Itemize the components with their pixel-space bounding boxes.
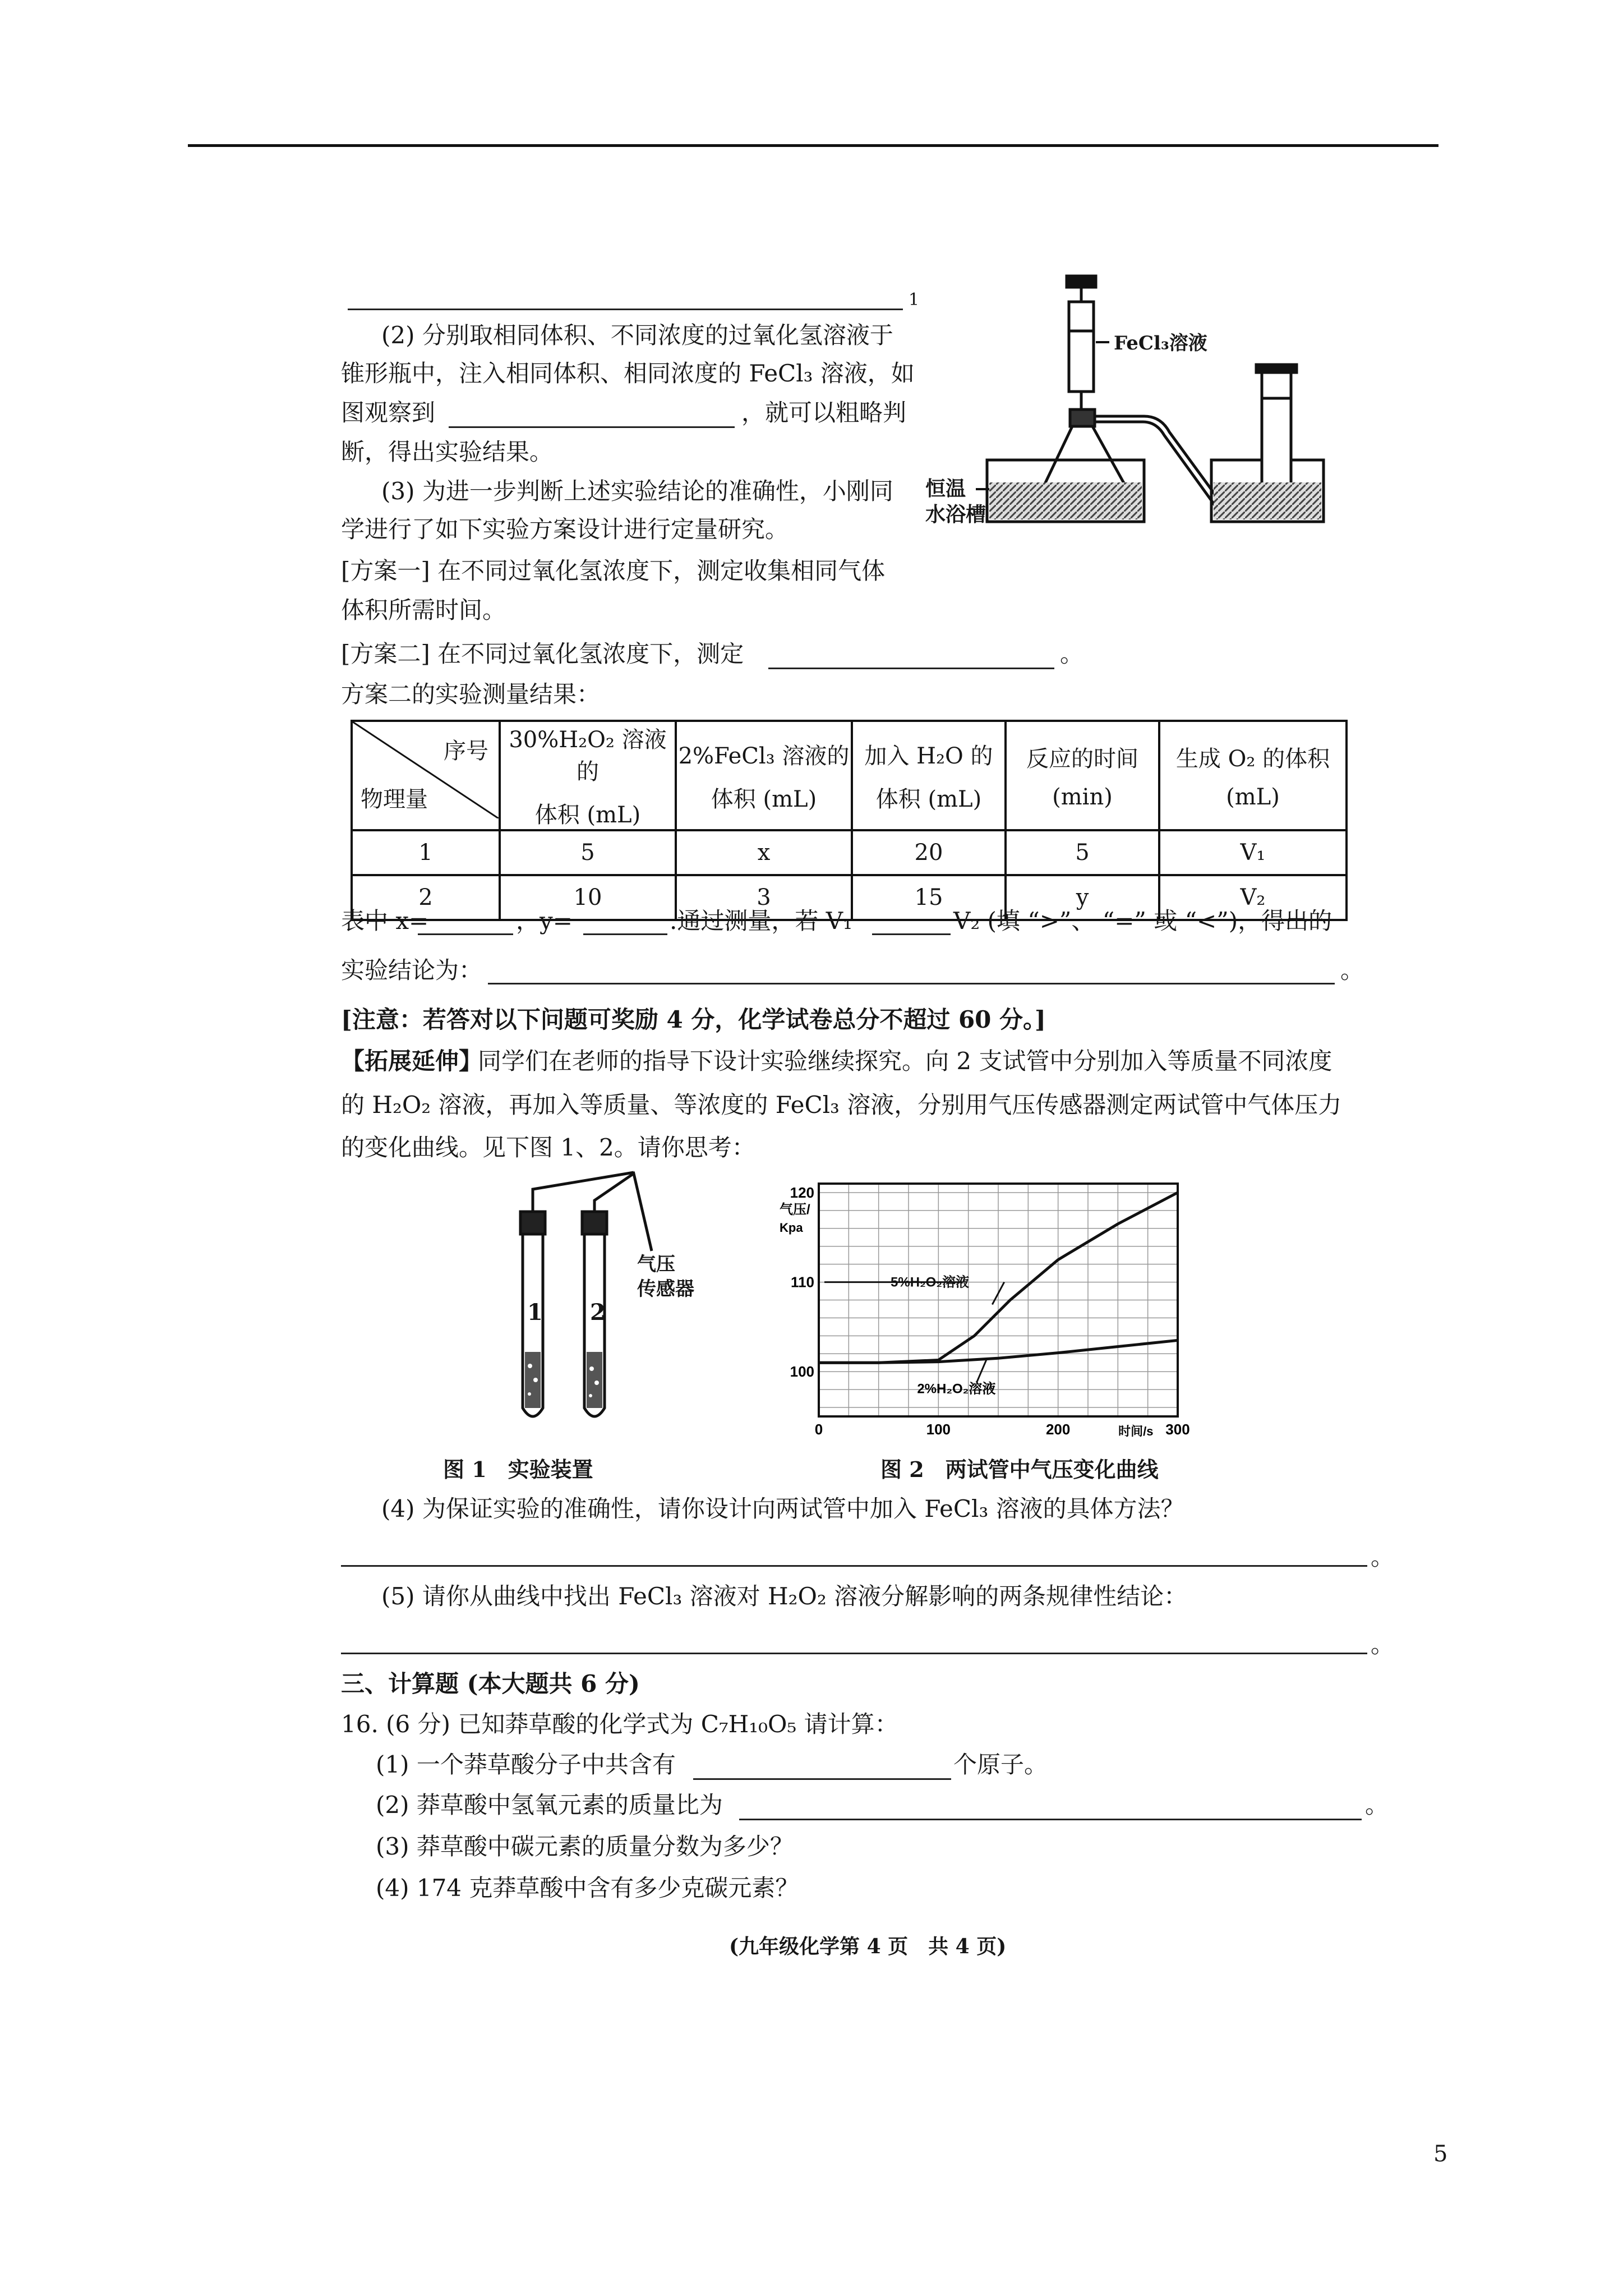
fill-c: .通过测量，若 V₁	[670, 907, 852, 935]
x-tick-label: 0	[814, 1421, 823, 1438]
extension-line3: 的变化曲线。见下图 1、2。请你思考：	[341, 1134, 755, 1161]
result-title: 方案二的实验测量结果：	[341, 680, 601, 708]
table-header: 30%H₂O₂ 溶液的 体积 (mL)	[500, 721, 676, 830]
y-axis-label: 气压/	[780, 1202, 810, 1217]
conclusion-end: 。	[1340, 956, 1364, 984]
apparatus-diagram	[976, 269, 1380, 539]
q4-end: 。	[1371, 1543, 1395, 1571]
answer-blank	[418, 933, 513, 935]
x-tick-label: 300	[1165, 1421, 1190, 1438]
sensor-label-1: 气压	[637, 1253, 675, 1276]
fill-d: V₂ (填 “>”、 “=” 或 “<”)，得出的	[953, 907, 1332, 935]
question-4: (4) 为保证实验的准确性，请你设计向两试管中加入 FeCl₃ 溶液的具体方法？	[381, 1495, 1184, 1522]
tube-2-label: 2	[590, 1299, 606, 1326]
table-header: 2%FeCl₃ 溶液的 体积 (mL)	[676, 721, 852, 830]
question-5: (5) 请你从曲线中找出 FeCl₃ 溶液对 H₂O₂ 溶液分解影响的两条规律性结论：	[381, 1582, 1188, 1610]
q16-1b: 个原子。	[953, 1751, 1048, 1778]
q16-3: (3) 莽草酸中碳元素的质量分数为多少？	[376, 1833, 794, 1860]
results-table	[351, 720, 1348, 921]
fill-b: ，y=	[516, 907, 573, 935]
series-2-leader	[977, 1360, 986, 1382]
table-row: 2 10 3 15 y V₂	[352, 875, 1347, 920]
figure-1-caption: 图 1 实验装置	[443, 1457, 593, 1482]
answer-blank	[583, 933, 667, 935]
bath-label-2: 水浴槽	[925, 503, 986, 526]
answer-blank	[341, 1565, 1367, 1567]
answer-blank	[739, 1819, 1362, 1820]
q15-3-line2: 学进行了如下实验方案设计进行定量研究。	[341, 516, 789, 543]
table-row: 1 5 x 20 5 V₁	[352, 830, 1347, 875]
q16-2: (2) 莽草酸中氢氧元素的质量比为	[376, 1791, 723, 1819]
bath-label-1: 恒温	[925, 477, 966, 500]
fill-a: 表中 x=	[341, 907, 429, 935]
q16-1a: (1) 一个莽草酸分子中共含有	[376, 1751, 676, 1778]
question-16: 16. (6 分) 已知莽草酸的化学式为 C₇H₁₀O₅ 请计算：	[341, 1710, 898, 1738]
q16-2-end: 。	[1365, 1791, 1389, 1819]
sensor-label-2: 传感器	[637, 1278, 694, 1300]
answer-blank	[488, 983, 1335, 984]
table-header: 加入 H₂O 的 体积 (mL)	[852, 721, 1006, 830]
table-corner-cell	[352, 721, 500, 830]
q15-2-line4: 断，得出实验结果。	[341, 438, 554, 466]
q16-4: (4) 174 克莽草酸中含有多少克碳元素？	[376, 1874, 799, 1902]
corner-top: 序号	[444, 738, 488, 764]
q15-2-line3a: 图观察到	[341, 399, 436, 426]
tube-1-label: 1	[527, 1299, 543, 1326]
line-end-mark: 1	[909, 290, 920, 310]
plan2-prefix: [方案二] 在不同过氧化氢浓度下，测定	[341, 640, 744, 668]
series-2-label: 2%H₂O₂溶液	[917, 1381, 996, 1397]
answer-blank	[449, 426, 735, 428]
plan2-suffix: 。	[1060, 640, 1084, 668]
page-number: 5	[1433, 2141, 1448, 2167]
q15-3-line1: (3) 为进一步判断上述实验结论的准确性，小刚同	[381, 477, 893, 505]
q5-end: 。	[1371, 1631, 1395, 1658]
y-axis-unit: Kpa	[780, 1220, 803, 1235]
bonus-note: [注意：若答对以下问题可奖励 4 分，化学试卷总分不超过 60 分。]	[341, 1006, 1046, 1033]
q15-2-line3b: ，就可以粗略判	[741, 399, 907, 426]
answer-blank	[768, 668, 1054, 669]
answer-blank	[341, 1653, 1367, 1654]
corner-bottom: 物理量	[361, 786, 428, 812]
q15-2-line2: 锥形瓶中，注入相同体积、相同浓度的 FeCl₃ 溶液，如	[341, 360, 915, 387]
q15-2-line1: (2) 分别取相同体积、不同浓度的过氧化氢溶液于	[381, 321, 893, 349]
conclusion-label: 实验结论为：	[341, 956, 483, 984]
y-tick-label: 120	[790, 1184, 814, 1201]
extension-line2: 的 H₂O₂ 溶液，再加入等质量、等浓度的 FeCl₃ 溶液，分别用气压传感器测定两试管中气体压力	[341, 1091, 1342, 1119]
answer-blank	[693, 1778, 951, 1780]
x-tick-label: 200	[1045, 1421, 1071, 1438]
y-tick-label: 110	[791, 1273, 814, 1291]
series-1-label: 5%H₂O₂溶液	[891, 1274, 970, 1290]
y-tick-label: 100	[790, 1363, 814, 1381]
table-header: 生成 O₂ 的体积 (mL)	[1159, 721, 1347, 830]
pressure-chart	[774, 1161, 1200, 1442]
extension-line1: 同学们在老师的指导下设计实验继续探究。向 2 支试管中分别加入等质量不同浓度	[478, 1047, 1332, 1075]
answer-blank	[348, 309, 903, 310]
header-rule	[188, 144, 1438, 147]
figure-2-caption: 图 2 两试管中气压变化曲线	[880, 1457, 1159, 1482]
extension-label: 【拓展延伸】	[341, 1047, 483, 1075]
plan1-line2: 体积所需时间。	[341, 596, 506, 624]
x-axis-label: 时间/s	[1118, 1424, 1154, 1438]
x-tick-label: 100	[926, 1421, 951, 1438]
plan1-line1: [方案一] 在不同过氧化氢浓度下，测定收集相同气体	[341, 557, 886, 585]
fecl3-label: FeCl₃溶液	[1114, 332, 1207, 355]
page-footer: (九年级化学第 4 页 共 4 页)	[729, 1935, 1007, 1958]
table-header: 反应的时间 (min)	[1006, 721, 1159, 830]
section-3-title: 三、计算题 (本大题共 6 分)	[341, 1670, 640, 1697]
answer-blank	[872, 933, 951, 935]
